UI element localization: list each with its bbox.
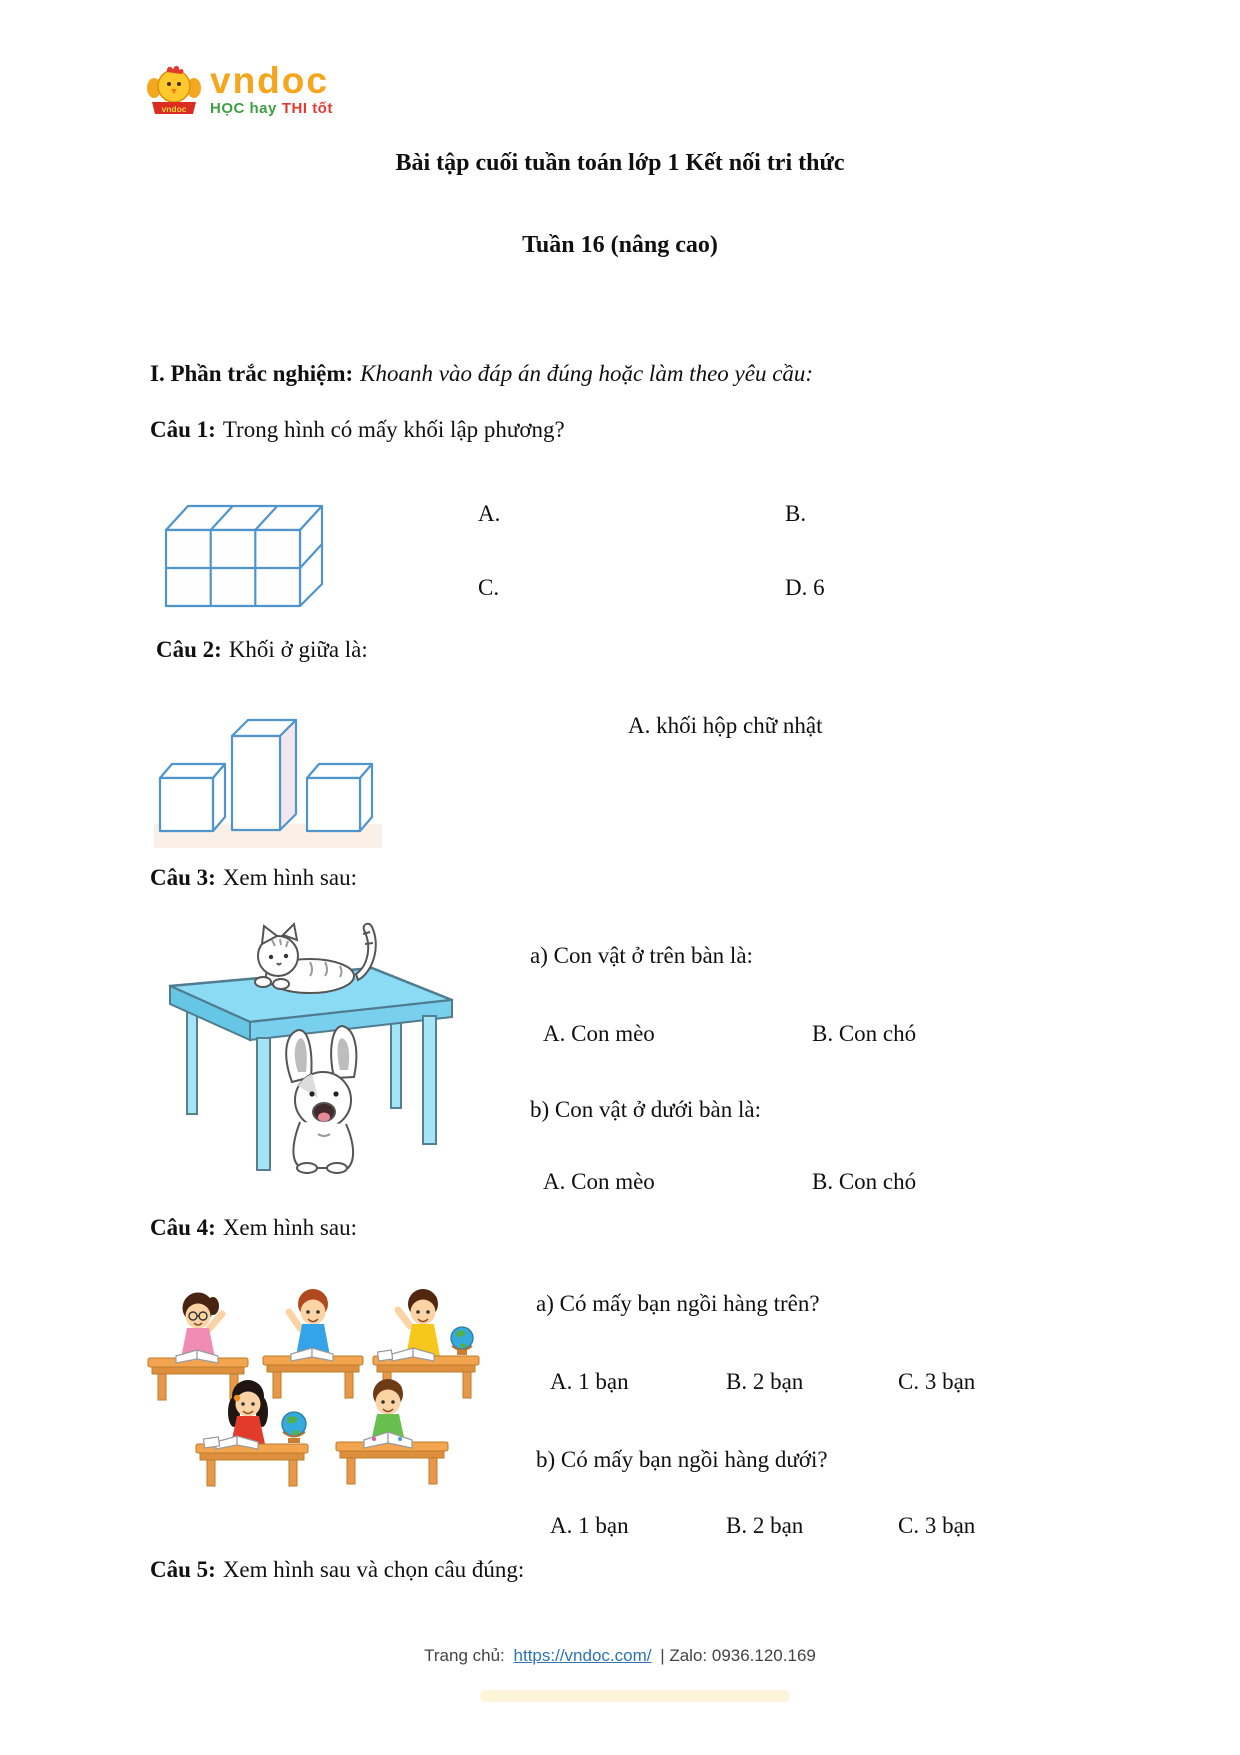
desk-row-top xyxy=(148,1356,479,1400)
kid-boy-yellow xyxy=(398,1289,440,1356)
page-title: Bài tập cuối tuần toán lớp 1 Kết nối tri thức xyxy=(395,150,845,176)
question-2-label: Câu 2: xyxy=(156,637,222,662)
vndoc-logo xyxy=(146,60,333,120)
desk-row-bottom xyxy=(196,1442,448,1486)
kids-at-desks-illustration xyxy=(146,1272,486,1487)
cube-block-illustration xyxy=(160,492,325,610)
logo-brand-text: vndoc xyxy=(210,60,329,101)
q3-part-b: b) Con vật ở dưới bàn là: xyxy=(530,1097,761,1122)
dog-icon xyxy=(286,1026,356,1173)
chicken-mascot-icon xyxy=(146,64,202,120)
q4-figure-kids-at-desks xyxy=(146,1272,486,1487)
q1-figure-cube-block xyxy=(160,492,325,610)
kid-boy-blue xyxy=(289,1289,330,1356)
section-1-instruction: Khoanh vào đáp án đúng hoặc làm theo yêu cầu: xyxy=(360,361,814,386)
question-1-label: Câu 1: xyxy=(150,417,216,442)
q1-option-c[interactable]: C. xyxy=(478,575,500,600)
question-4 xyxy=(150,1214,357,1243)
question-2-text: Khối ở giữa là: xyxy=(228,637,368,662)
footer-zalo: | Zalo: 0936.120.169 xyxy=(660,1646,816,1665)
kid-girl-red xyxy=(228,1380,268,1444)
q3-b-option-a[interactable]: A. Con mèo xyxy=(543,1169,655,1194)
question-1 xyxy=(150,416,565,445)
three-blocks-illustration xyxy=(152,706,387,856)
q4-b-option-b[interactable]: B. 2 bạn xyxy=(726,1513,804,1538)
section-1-heading xyxy=(150,360,813,389)
footer-prefix: Trang chủ: xyxy=(424,1646,505,1665)
q3-b-option-b[interactable]: B. Con chó xyxy=(812,1169,917,1194)
q1-option-d[interactable]: D. 6 xyxy=(785,575,825,600)
q4-b-option-c[interactable]: C. 3 bạn xyxy=(898,1513,976,1538)
globe-icon-top xyxy=(451,1327,473,1355)
q1-option-b[interactable]: B. xyxy=(785,501,807,526)
question-1-text: Trong hình có mấy khối lập phương? xyxy=(222,417,565,442)
question-2 xyxy=(156,636,368,665)
q4-part-a: a) Có mấy bạn ngồi hàng trên? xyxy=(536,1291,820,1316)
q4-b-option-a[interactable]: A. 1 bạn xyxy=(550,1513,629,1538)
table-cat-dog-illustration xyxy=(160,920,460,1188)
q4-a-option-b[interactable]: B. 2 bạn xyxy=(726,1369,804,1394)
globe-icon-bottom xyxy=(282,1412,306,1443)
q1-option-a[interactable]: A. xyxy=(478,501,501,526)
kid-girl-pink xyxy=(181,1293,222,1359)
q3-a-option-b[interactable]: B. Con chó xyxy=(812,1021,917,1046)
question-5-text: Xem hình sau và chọn câu đúng: xyxy=(222,1557,525,1582)
q3-figure-table-cat-dog xyxy=(160,920,460,1188)
question-3 xyxy=(150,864,357,893)
q2-option-a[interactable]: A. khối hộp chữ nhật xyxy=(628,713,823,738)
homepage-link[interactable]: https://vndoc.com/ xyxy=(513,1646,652,1665)
logo-tagline-red: THI tốt xyxy=(281,100,333,118)
logo-tagline-green: HỌC hay xyxy=(210,100,277,118)
q3-a-option-a[interactable]: A. Con mèo xyxy=(543,1021,655,1046)
logo-tagline xyxy=(210,100,333,117)
logo-banner-text: vndoc xyxy=(161,104,187,114)
q4-part-b: b) Có mấy bạn ngồi hàng dưới? xyxy=(536,1447,828,1472)
q4-a-option-a[interactable]: A. 1 bạn xyxy=(550,1369,629,1394)
q3-part-a: a) Con vật ở trên bàn là: xyxy=(530,943,753,968)
question-5 xyxy=(150,1556,524,1585)
question-4-text: Xem hình sau: xyxy=(222,1215,357,1240)
page-footer xyxy=(0,1646,1240,1666)
highlight-smudge xyxy=(480,1690,790,1702)
section-1-label: I. Phần trắc nghiệm: xyxy=(150,361,354,386)
q4-a-option-c[interactable]: C. 3 bạn xyxy=(898,1369,976,1394)
question-3-text: Xem hình sau: xyxy=(222,865,357,890)
question-4-label: Câu 4: xyxy=(150,1215,216,1240)
question-3-label: Câu 3: xyxy=(150,865,216,890)
question-5-label: Câu 5: xyxy=(150,1557,216,1582)
q2-figure-three-blocks xyxy=(152,706,387,856)
page-subtitle: Tuần 16 (nâng cao) xyxy=(522,232,718,258)
